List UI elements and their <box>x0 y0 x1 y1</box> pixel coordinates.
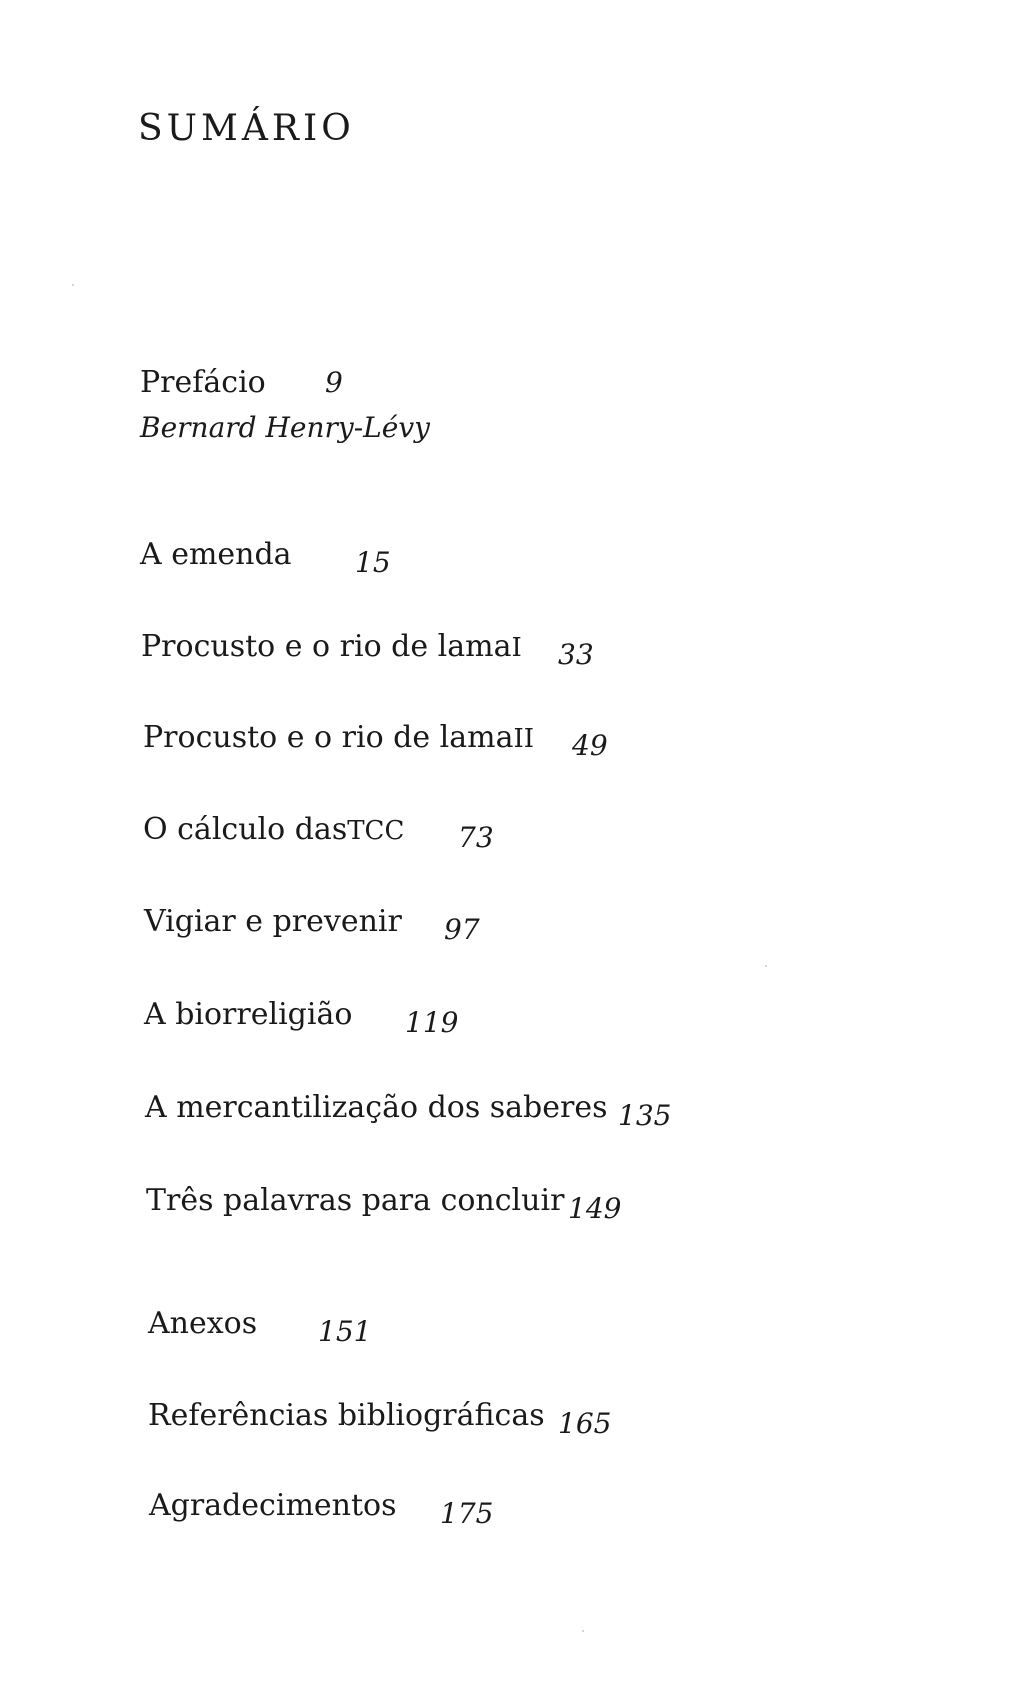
scan-speck <box>72 284 74 286</box>
toc-entry-page <box>618 1093 672 1132</box>
toc-entry-label: A biorreligião <box>144 997 353 1032</box>
toc-entry-page <box>355 540 391 579</box>
toc-entry[interactable] <box>143 812 405 847</box>
toc-entry-page <box>318 1309 372 1348</box>
toc-entry-label: Prefácio <box>140 365 266 400</box>
toc-entry-label: Vigiar e prevenir <box>144 904 402 939</box>
toc-entry-preface[interactable] <box>140 365 266 400</box>
toc-entry[interactable] <box>141 629 522 664</box>
toc-page-number: 149 <box>568 1192 622 1225</box>
toc-entry-label: Agradecimentos <box>149 1488 397 1523</box>
toc-entry-label: Referências bibliográficas <box>148 1398 545 1433</box>
toc-page-number: 33 <box>558 638 594 671</box>
toc-entry-page <box>405 1000 459 1039</box>
toc-entry-page <box>558 632 594 671</box>
toc-page-number: 9 <box>325 366 343 399</box>
toc-entry-label: Anexos <box>148 1306 258 1341</box>
toc-entry-label: A emenda <box>140 537 292 572</box>
toc-entry[interactable] <box>148 1398 545 1433</box>
toc-entry-suffix: II <box>513 724 535 754</box>
toc-page-number: 119 <box>405 1006 459 1039</box>
toc-entry-label: Procusto e o rio de lama <box>141 629 512 664</box>
toc-entry-suffix: TCC <box>347 816 405 846</box>
toc-title: SUMÁRIO <box>138 108 355 149</box>
scan-speck <box>582 1630 584 1632</box>
toc-page-number: 49 <box>572 729 608 762</box>
toc-entry[interactable] <box>140 537 292 572</box>
toc-entry-page <box>444 907 480 946</box>
toc-entry-preface-page <box>325 368 343 398</box>
toc-entry[interactable] <box>146 1183 565 1218</box>
toc-page-number: 97 <box>444 913 480 946</box>
toc-entry-page <box>572 723 608 762</box>
toc-entry[interactable] <box>145 1090 608 1125</box>
toc-page-number: 135 <box>618 1099 672 1132</box>
toc-entry[interactable] <box>144 904 402 939</box>
toc-entry[interactable] <box>148 1306 258 1341</box>
toc-entry-suffix: I <box>511 633 522 663</box>
toc-entry[interactable] <box>144 997 353 1032</box>
toc-entry[interactable] <box>149 1488 397 1523</box>
toc-page-number: 15 <box>355 546 391 579</box>
toc-entry-label: A mercantilização dos saberes <box>145 1090 608 1125</box>
toc-entry-page <box>558 1401 612 1440</box>
toc-entry-page <box>458 815 494 854</box>
toc-entry-page <box>440 1491 494 1530</box>
toc-entry-page <box>568 1186 622 1225</box>
toc-page-number: 73 <box>458 821 494 854</box>
toc-entry-label: Três palavras para concluir <box>146 1183 565 1218</box>
scan-speck <box>765 965 767 967</box>
toc-entry-label: O cálculo das <box>143 812 348 847</box>
toc-page-number: 151 <box>318 1315 372 1348</box>
toc-page-number: 175 <box>440 1497 494 1530</box>
toc-entry-label: Procusto e o rio de lama <box>143 720 514 755</box>
toc-entry[interactable] <box>143 720 535 755</box>
toc-page-number: 165 <box>558 1407 612 1440</box>
preface-author: Bernard Henry-Lévy <box>140 411 430 444</box>
